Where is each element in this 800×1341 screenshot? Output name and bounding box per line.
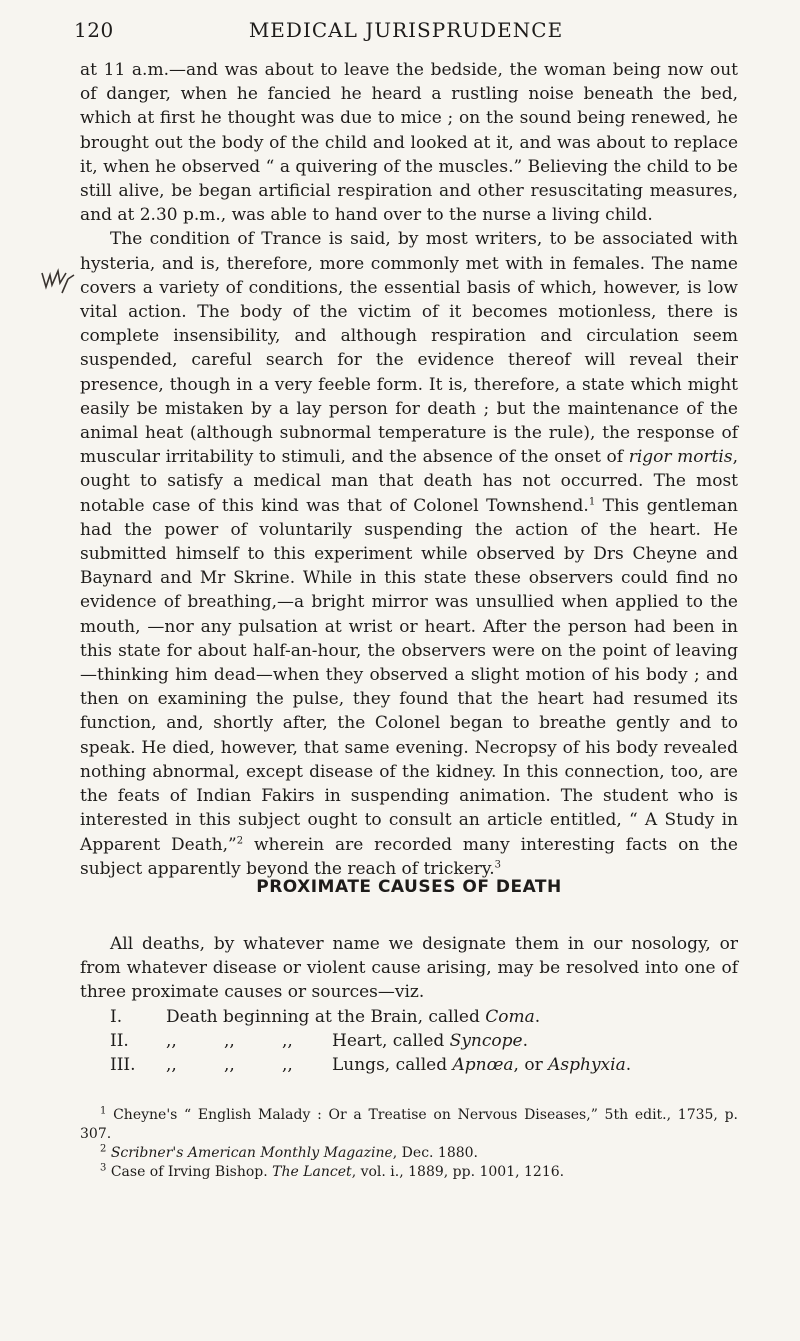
running-head: MEDICAL JURISPRUDENCE <box>248 18 564 42</box>
section-intro <box>80 932 738 1005</box>
list-text: Lungs, called Apnœa, or Asphyxia. <box>332 1055 632 1076</box>
footnote-2: $^2$ Scribner's American Monthly Magazine, Dec. 1880. <box>100 1143 479 1161</box>
page-header <box>74 18 738 48</box>
term-coma: Coma <box>485 1007 535 1027</box>
term-syncope: Syncope <box>449 1031 523 1052</box>
section-intro-paragraph: All deaths, by whatever name we designate them in our nosology, or from whatever disease or violent cause arising, may be resolved into one of three proximate causes or sources—viz. <box>80 934 738 1003</box>
list-text: Death beginning at the Brain, called Coma. <box>166 1007 541 1027</box>
main-text <box>80 58 738 881</box>
paragraph-trance-a: The condition of Trance is said, by most writers, to be associated with hysteria, and is, therefore, more commonly met with in females. The name covers a variety of conditions, the essential basis of which, however, is low vital action. The body of the victim of it becomes motionless, there is complete insensibility, and although respiration and circulation seem suspended, careful search for the evidence thereof will reveal their presence, though in a very feeble form. It is, therefore, a state which might easily be mistaken by a lay person for death ; but the maintenance of the animal heat (although subnormal temperature is the rule), the response of muscular irritability to stimuli, and the absence of the onset of <box>80 229 738 468</box>
footnote-ref-2[interactable]: 2 <box>236 834 244 846</box>
paragraph-trance-c: This gentleman had the power of voluntarily suspending the action of the heart. He submitted himself to this experiment while observed by Drs Cheyne and Baynard and Mr Skrine. While in this state these observers could find no evidence of breathing,—a bright mirror was unsullied when applied to the mouth, —nor any pulsation at wrist or heart. After the person had been in this state for about half-an-hour, the observers were on the point of leaving—thinking him dead—when they observed a slight motion of his body ; and then on examining the pulse, they found that the heart had resumed its function, and, shortly after, the Colonel began to breathe gently and to speak. He died, however, that same evening. Necropsy of his body revealed nothing abnormal, except disease of the kidney. In this connection, too, are the feats of Indian Fakirs in suspending animation. The student who is interested in this subject ought to consult an article entitled, “ A Study in Apparent Death,” <box>80 495 738 855</box>
list-number: I. <box>110 1007 123 1027</box>
list-item <box>80 1053 738 1077</box>
list-item <box>80 1029 738 1053</box>
list-item <box>80 1005 738 1029</box>
proximate-causes-list <box>80 1005 738 1078</box>
paragraph-trance-b: , ought to satisfy a medical man that death has not occurred. The most notable case of this kind was that of Colonel Townshend. <box>80 447 738 516</box>
term-apnoea: Apnœa <box>452 1055 514 1076</box>
handwritten-margin-mark <box>38 265 82 299</box>
paragraph-continuation: at 11 a.m.—and was about to leave the bedside, the woman being now out of danger, when he fancied he heard a rustling noise beneath the bed, which at first he thought was due to mice ; on the sound being renewed, he brought out the body of the child and looked at it, and was about to replace it, when he observed “ a quivering of the muscles.” Believing the child to be still alive, be began artificial respiration and other resuscitating measures, and at 2.30 p.m., was able to hand over to the nurse a living child. <box>80 60 738 226</box>
footnotes <box>80 1106 738 1182</box>
footnote-3: $^3$ Case of Irving Bishop. The Lancet, vol. i., 1889, pp. 1001, 1216. <box>100 1162 565 1180</box>
paragraph-trance <box>80 227 738 880</box>
paragraph-trance-d: wherein are recorded many interesting facts on the subject apparently beyond the reach of trickery. <box>80 834 738 879</box>
section-heading: PROXIMATE CAUSES OF DEATH <box>256 877 562 897</box>
ditto-marks: ,, ,, ,, <box>166 1055 293 1076</box>
footnote-1: $^1$ Cheyne's “ English Malady : Or a Treatise on Nervous Diseases,” 5th edit., 1735, p. 307. <box>80 1105 738 1142</box>
footnote-ref-1[interactable]: 1 <box>588 496 596 507</box>
ditto-marks: ,, ,, ,, <box>166 1031 293 1052</box>
list-number: III. <box>110 1055 136 1076</box>
list-number: II. <box>110 1031 129 1052</box>
term-asphyxia: Asphyxia <box>548 1055 626 1076</box>
list-text: Heart, called Syncope. <box>332 1031 528 1052</box>
term-rigor-mortis: rigor mortis <box>628 447 733 468</box>
footnote-ref-3[interactable]: 3 <box>494 859 502 871</box>
page-number: 120 <box>74 18 114 42</box>
